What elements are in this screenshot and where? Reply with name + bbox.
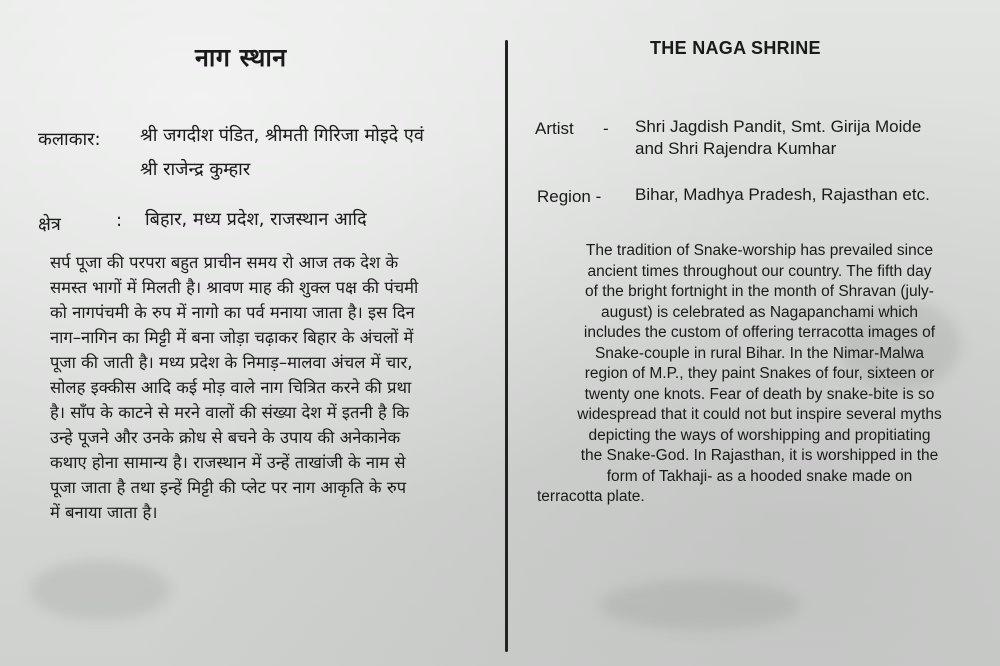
english-body <box>537 241 982 508</box>
english-region-label: Region - <box>537 187 602 206</box>
english-region-value: Bihar, Madhya Pradesh, Rajasthan etc. <box>635 185 930 204</box>
hindi-region-label: क्षेत्र <box>38 214 61 235</box>
hindi-body-line: उन्हे पूजने और उनके क्रोध से बचने के उपाय की अनेकानेक <box>50 428 401 447</box>
english-body-line: region of M.P., they paint Snakes of four, sixteen or <box>584 365 935 382</box>
hindi-region-colon: : <box>116 210 123 231</box>
english-body-line: includes the custom of offering terracotta images of <box>583 324 936 341</box>
english-artist-dash: - <box>603 119 609 138</box>
hindi-body <box>50 250 470 525</box>
hindi-artist-line-1: श्री जगदीश पंडित, श्रीमती गिरिजा मोइदे एवं <box>140 125 424 146</box>
english-body-line: Snake-couple in rural Bihar. In the Nimar-Malwa <box>594 344 925 362</box>
english-body-line: ancient times throughout our country. The fifth day <box>587 262 932 280</box>
hindi-body-line: नाग–नागिन का मिट्टी में बना जोड़ा चढ़ाकर बिहार के अंचलों में <box>50 328 414 347</box>
hindi-body-line: पूजा जाता है तथा इन्हें मिट्टी की प्लेट पर नाग आकृति के रुप <box>50 478 407 497</box>
english-artist-line-2: and Shri Rajendra Kumhar <box>635 139 837 158</box>
english-body-line: twenty one knots. Fear of death by snake-bite is so <box>584 385 935 403</box>
english-artist-line-1: Shri Jagdish Pandit, Smt. Girija Moide <box>635 117 922 136</box>
english-body-line: The tradition of Snake-worship has prevailed since <box>585 242 934 259</box>
hindi-body-line: कथाए होना सामान्य है। राजस्थान में उन्हें ताखांजी के नाम से <box>50 453 406 472</box>
english-title: THE NAGA SHRINE <box>650 38 821 58</box>
english-column <box>515 0 1000 666</box>
english-body-line: depicting the ways of worshipping and propitiating <box>588 426 931 444</box>
english-body-line: widespread that it could not but inspire several myths <box>577 406 942 423</box>
english-body-line: august) is celebrated as Nagapanchami which <box>600 303 919 321</box>
english-body-line: the Snake-God. In Rajasthan, it is worshipped in the <box>580 447 939 464</box>
hindi-body-line: समस्त भागों में मिलती है। श्रावण माह की शुक्ल पक्ष की पंचमी <box>50 278 419 297</box>
english-artist-label: Artist <box>535 119 574 138</box>
english-body-line: terracotta plate. <box>537 488 645 505</box>
hindi-title: नाग स्थान <box>195 43 287 72</box>
hindi-body-line: को नागपंचमी के रुप में नागो का पर्व मनाया जाता है। इस दिन <box>50 303 415 322</box>
hindi-artist-line-2: श्री राजेन्द्र कुम्हार <box>140 159 251 180</box>
english-body-line: form of Takhaji- as a hooded snake made on <box>606 467 913 485</box>
column-divider <box>505 40 508 652</box>
hindi-region-value: बिहार, मध्य प्रदेश, राजस्थान आदि <box>145 209 367 230</box>
hindi-artist-label: कलाकार: <box>38 129 101 150</box>
hindi-body-line: में बनाया जाता है। <box>50 503 158 522</box>
hindi-body-line: सोलह इक्कीस आदि कई मोड़ वाले नाग चित्रित करने की प्रथा <box>50 378 412 397</box>
hindi-body-line: है। साँप के काटने से मरने वालों की संख्या देश में इतनी है कि <box>50 403 410 422</box>
hindi-body-line: सर्प पूजा की परपरा बहुत प्राचीन समय रो आज तक देश के <box>50 253 399 272</box>
english-body-line: of the bright fortnight in the month of Shravan (july- <box>585 283 934 300</box>
hindi-body-line: पूजा की जाती है। मध्य प्रदेश के निमाड़–मालवा अंचल में चार, <box>50 353 413 372</box>
